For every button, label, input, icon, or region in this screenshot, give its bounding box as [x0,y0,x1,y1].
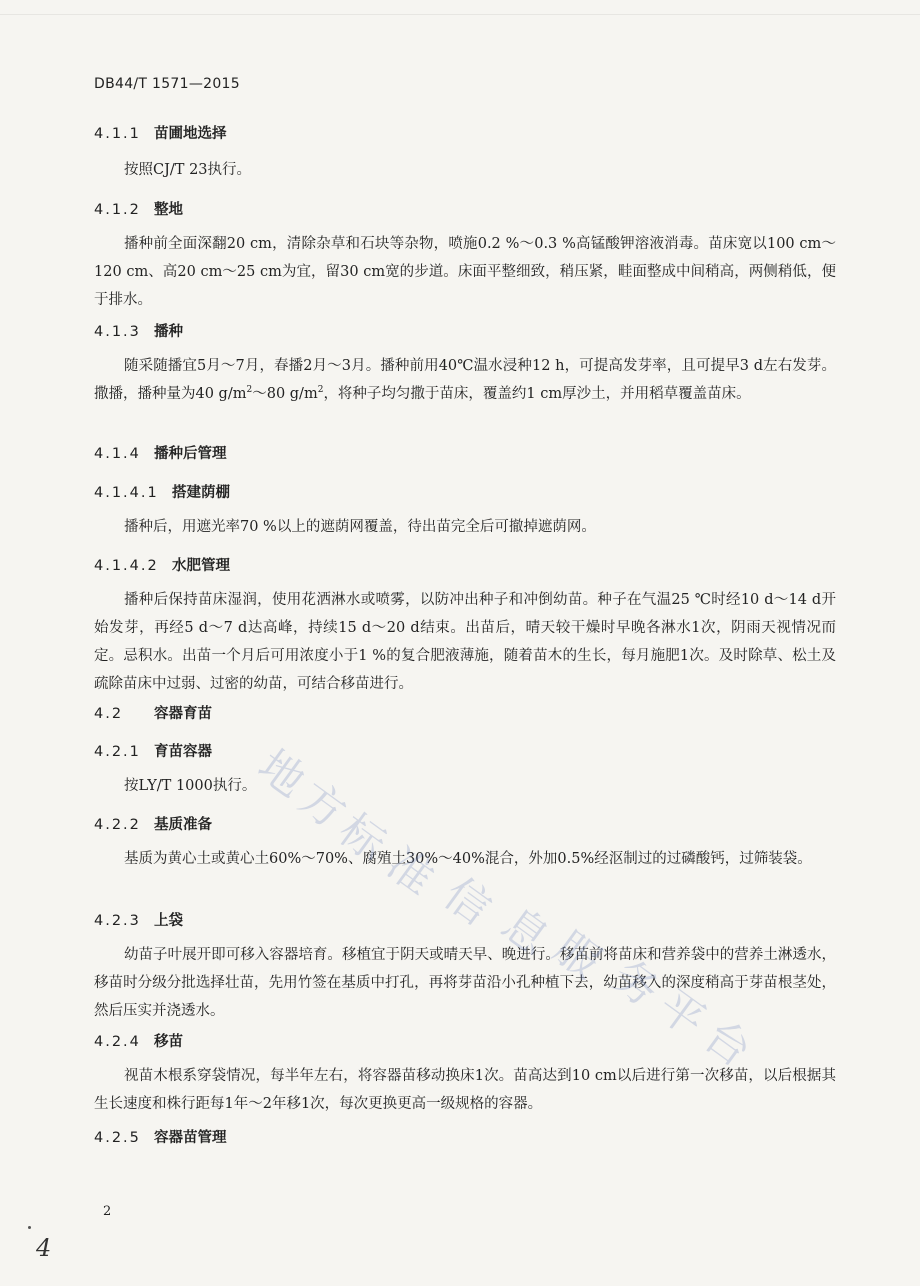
section-title: 播种后管理 [154,446,227,462]
watermark-char: 务 [602,950,669,1018]
section-heading-4-2-5 [94,1126,227,1147]
paragraph-4-1-3 [94,352,836,408]
paragraph-4-1-4-2: 播种后保持苗床湿润，使用花洒淋水或喷雾，以防冲出种子和冲倒幼苗。种子在气温25 ℃时经10 d～14 d开始发芽，再经5 d～7 d达高峰，持续15 d～20 d结束。出苗后，晴天较干燥时早晚各淋水1次，阴雨天视情况而定。忌积水。出苗一个月后可用浓度小于1 %的复合肥液薄施，随着苗木的生长，每月施肥1次。及时除草、松土及疏除苗床中过弱、过密的幼苗，可结合移苗进行。 [94,592,836,692]
section-title: 苗圃地选择 [154,126,227,142]
paragraph-4-2-2: 基质为黄心土或黄心土60%～70%、腐殖土30%～40%混合，外加0.5%经沤制过的过磷酸钙，过筛装袋。 [124,851,812,867]
scan-artifact-line [0,14,920,15]
handwritten-page-mark: 4 [36,1234,52,1262]
section-heading-4-1-4-1 [94,481,230,502]
scan-speck [28,1226,31,1229]
watermark-char: 台 [694,1010,761,1078]
section-heading-4-2 [94,702,212,723]
document-code: DB44/T 1571—2015 [94,76,240,92]
section-title: 容器育苗 [154,706,212,722]
section-title: 搭建荫棚 [172,485,230,501]
section-title: 基质准备 [154,817,212,833]
watermark-char: 服 [544,922,611,990]
section-heading-4-1-2 [94,198,183,219]
section-number: 4.2.4 [94,1034,141,1050]
section-number: 4.2.2 [94,817,141,833]
superscript: 2 [246,385,253,396]
section-number: 4.1.4.1 [94,485,159,501]
section-heading-4-2-4 [94,1030,183,1051]
watermark-char: 方 [289,772,356,840]
section-number: 4.2 [94,706,124,722]
section-title: 上袋 [154,913,183,929]
section-number: 4.1.3 [94,324,141,340]
section-heading-4-2-2 [94,813,212,834]
paragraph-4-2-4: 视苗木根系穿袋情况，每半年左右，将容器苗移动换床1次。苗高达到10 cm以后进行第一次移苗，以后根据其生长速度和株行距每1年～2年移1次，每次更换更高一级规格的容器。 [94,1068,836,1112]
section-title: 育苗容器 [154,744,212,760]
watermark-char: 息 [492,898,559,966]
page-number: 2 [103,1204,112,1219]
paragraph-text: 随采随播宜5月～7月，春播2月～3月。播种前用40℃温水浸种12 h，可提高发芽率，且可提早3 d左右发芽。撒播，播种量为40 g/m [94,358,836,402]
watermark-char: 信 [434,868,501,936]
section-title: 播种 [154,324,183,340]
watermark-char: 平 [648,980,715,1048]
paragraph-4-1-2: 播种前全面深翻20 cm，清除杂草和石块等杂物，喷施0.2 %～0.3 %高锰酸钾溶液消毒。苗床宽以100 cm～120 cm、高20 cm～25 cm为宜，留30 cm宽的步道。床面平整细致，稍压紧，畦面整成中间稍高，两侧稍低，便于排水。 [94,236,836,308]
section-number: 4.1.4 [94,446,141,462]
section-number: 4.2.1 [94,744,141,760]
section-heading-4-1-4-2 [94,554,230,575]
paragraph-text: ～80 g/m [252,386,318,402]
superscript: 2 [317,385,324,396]
section-number: 4.1.1 [94,126,141,142]
paragraph-4-2-3: 幼苗子叶展开即可移入容器培育。移植宜于阴天或晴天早、晚进行。移苗前将苗床和营养袋中的营养土淋透水，移苗时分级分批选择壮苗，先用竹签在基质中打孔，再将芽苗沿小孔种植下去，幼苗移入的深度稍高于芽苗根茎处，然后压实并浇透水。 [94,947,836,1019]
watermark-char: 标 [329,804,396,872]
section-heading-4-2-3 [94,909,183,930]
section-title: 水肥管理 [172,558,230,574]
section-title: 容器苗管理 [154,1130,227,1146]
section-number: 4.1.2 [94,202,141,218]
paragraph-4-2-1: 按LY/T 1000执行。 [124,778,257,794]
section-title: 整地 [154,202,183,218]
section-number: 4.1.4.2 [94,558,159,574]
section-heading-4-2-1 [94,740,212,761]
section-title: 移苗 [154,1034,183,1050]
section-number: 4.2.5 [94,1130,141,1146]
section-heading-4-1-4 [94,442,227,463]
paragraph-4-1-1: 按照CJ/T 23执行。 [124,162,252,178]
watermark-char: 地 [248,740,315,808]
paragraph-4-1-4-1: 播种后，用遮光率70 %以上的遮荫网覆盖，待出苗完全后可撤掉遮荫网。 [124,519,596,535]
watermark-char: 准 [377,838,444,906]
section-heading-4-1-3 [94,320,183,341]
section-heading-4-1-1 [94,122,227,143]
section-number: 4.2.3 [94,913,141,929]
paragraph-text: ，将种子均匀撒于苗床，覆盖约1 cm厚沙土，并用稻草覆盖苗床。 [323,386,751,402]
